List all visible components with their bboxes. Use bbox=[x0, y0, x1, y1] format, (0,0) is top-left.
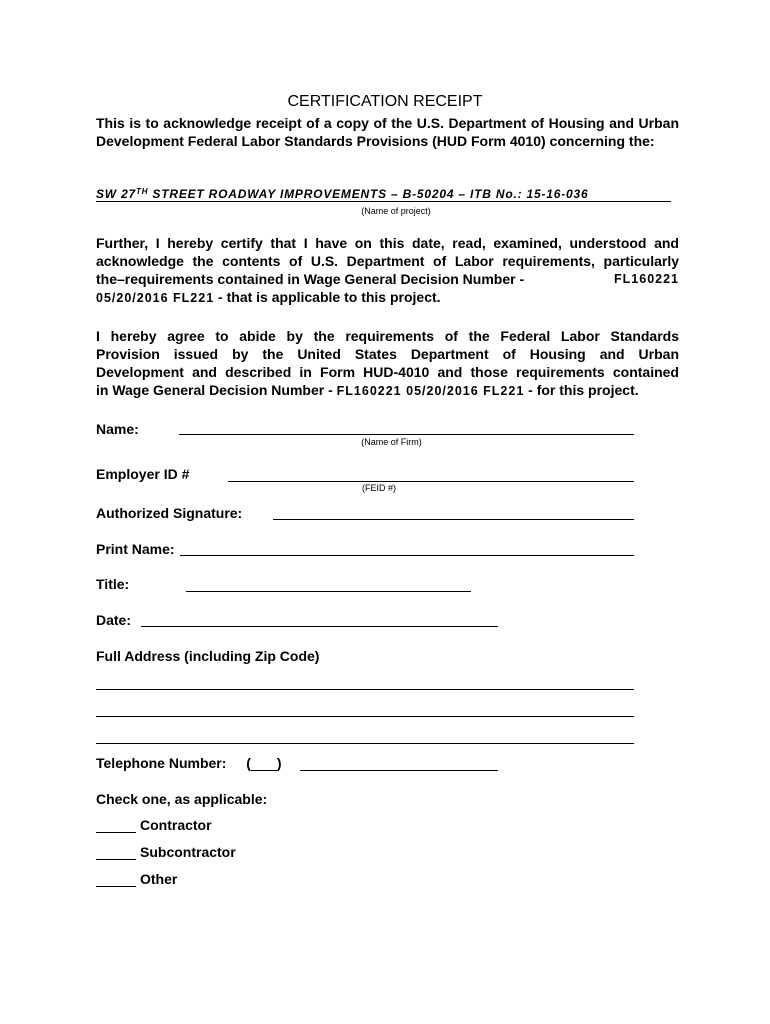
employer-id-field[interactable] bbox=[228, 481, 634, 482]
subcontractor-label: Subcontractor bbox=[140, 844, 236, 860]
project-name bbox=[96, 187, 671, 202]
contractor-label: Contractor bbox=[140, 817, 212, 833]
other-checkline[interactable] bbox=[96, 872, 136, 887]
print-name-field[interactable] bbox=[180, 555, 634, 556]
title-field[interactable] bbox=[186, 591, 471, 592]
address-line-1[interactable] bbox=[96, 689, 634, 690]
agree-paragraph bbox=[96, 327, 679, 400]
agree-line-4-end: - for this project. bbox=[524, 382, 639, 398]
certify-line-3 bbox=[96, 270, 679, 288]
area-code-close: ) bbox=[276, 755, 282, 771]
employer-id-caption: (FEID #) bbox=[361, 483, 396, 493]
intro-paragraph bbox=[96, 114, 679, 150]
wage-decision-date: 05/20/2016 FL221 bbox=[96, 291, 215, 305]
other-label: Other bbox=[140, 871, 178, 887]
telephone-field[interactable] bbox=[300, 770, 498, 771]
certify-line-4 bbox=[96, 288, 679, 307]
name-label: Name: bbox=[96, 421, 139, 437]
page-title: CERTIFICATION RECEIPT bbox=[287, 93, 483, 110]
signature-label: Authorized Signature: bbox=[96, 505, 243, 521]
option-subcontractor bbox=[96, 844, 236, 860]
address-label: Full Address (including Zip Code) bbox=[96, 648, 320, 664]
certify-line-4-text: - that is applicable to this project. bbox=[214, 289, 441, 305]
option-contractor bbox=[96, 817, 212, 833]
project-prefix: SW 27 bbox=[96, 187, 137, 201]
project-rest: STREET ROADWAY IMPROVEMENTS – B-50204 – ITB No.: 15-16-036 bbox=[148, 187, 589, 201]
subcontractor-checkline[interactable] bbox=[96, 845, 136, 860]
address-line-3[interactable] bbox=[96, 743, 634, 744]
name-field[interactable] bbox=[179, 434, 634, 435]
intro-text: This is to acknowledge receipt of a copy of the U.S. Department of Housing and Urban Development Federal Labor Standards Provisions (HUD Form 4010) concerning the: bbox=[96, 115, 679, 149]
employer-id-label: Employer ID # bbox=[96, 466, 190, 482]
wage-decision-number: FL160221 bbox=[614, 272, 679, 286]
agree-line-4-text: in Wage General Decision Number - bbox=[96, 382, 337, 398]
area-code-field[interactable] bbox=[251, 756, 277, 771]
address-line-2[interactable] bbox=[96, 716, 634, 717]
print-name-label: Print Name: bbox=[96, 541, 175, 557]
telephone-label: Telephone Number: bbox=[96, 755, 227, 771]
certify-line-3-text: the–requirements contained in Wage General Decision Number - bbox=[96, 271, 525, 287]
agree-line-2: Provision issued by the United States Department of Housing and Urban bbox=[96, 346, 679, 362]
name-caption: (Name of Firm) bbox=[361, 437, 422, 447]
title-label: Title: bbox=[96, 576, 130, 592]
telephone-row bbox=[96, 755, 282, 771]
contractor-checkline[interactable] bbox=[96, 818, 136, 833]
agree-line-4 bbox=[96, 381, 679, 400]
check-heading: Check one, as applicable: bbox=[96, 791, 268, 807]
agree-wage-decision: FL160221 05/20/2016 FL221 bbox=[336, 384, 525, 398]
certify-paragraph bbox=[96, 234, 679, 307]
agree-line-1: I hereby agree to abide by the requirements of the Federal Labor Standards bbox=[96, 328, 679, 344]
project-caption: (Name of project) bbox=[361, 206, 431, 216]
certify-line-1: Further, I hereby certify that I have on this date, read, examined, understood and bbox=[96, 235, 679, 251]
agree-line-3: Development and described in Form HUD-4010 and those requirements contained bbox=[96, 364, 679, 380]
date-field[interactable] bbox=[141, 626, 498, 627]
project-superscript: TH bbox=[136, 187, 149, 196]
date-label: Date: bbox=[96, 612, 132, 628]
area-code-open: ( bbox=[246, 755, 251, 771]
certify-line-2: acknowledge the contents of U.S. Department of Labor requirements, particularly bbox=[96, 253, 679, 269]
signature-field[interactable] bbox=[273, 519, 634, 520]
option-other bbox=[96, 871, 177, 887]
